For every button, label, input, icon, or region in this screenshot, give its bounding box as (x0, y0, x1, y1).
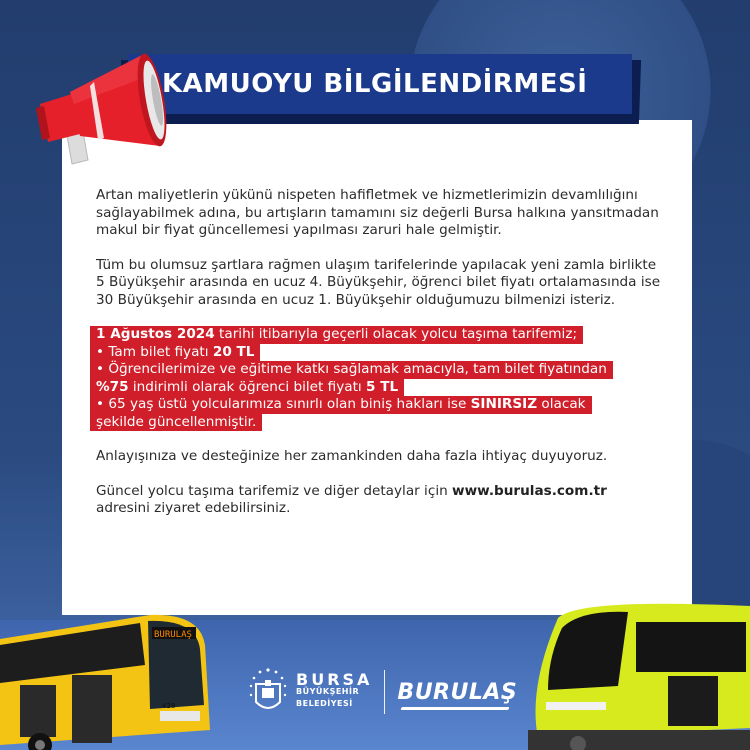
website-intro: Güncel yolcu taşıma tarifemiz ve diğer detaylar için (96, 482, 453, 499)
highlight-line-3: • Öğrencilerimize ve eğitime katkı sağlamak amacıyla, tam bilet fiyatından (90, 361, 613, 379)
megaphone-icon (26, 42, 176, 172)
highlight-text: olacak (537, 396, 586, 412)
highlight-line-4 (90, 379, 404, 397)
municipality-logo-text (296, 670, 373, 710)
bus-image (0, 605, 212, 750)
highlight-line-1 (90, 326, 583, 344)
paragraph-cost: Artan maliyetlerin yükünü nispeten hafifletmek ve hizmetlerimizin devamlılığını sağlayabilmek adına, bu artışların tamamını siz değerli Bursa halkına yansıtmadan makul bir fiyat güncellemesi yapılması zaruri hale gelmiştir. (96, 187, 659, 238)
page-title: KAMUOYU BİLGİLENDİRMESİ (162, 69, 588, 99)
effective-date: 1 Ağustos 2024 (96, 326, 215, 342)
paragraph-ranking: Tüm bu olumsuz şartlara rağmen ulaşım tarifelerinde yapılacak yeni zamla birlikte 5 Büyükşehir arasında en ucuz 4. Büyükşehir, öğrenci bilet fiyatı ortalamasında ise 30 Büyükşehir arasında en ucuz 1. Büyükşehir olduğumuzu bilmenizi isteriz. (96, 256, 661, 308)
discount-rate: %75 (96, 378, 129, 395)
title-banner (128, 54, 632, 114)
highlight-text: tarihi itibarıyla geçerli olacak yolcu taşıma tarifemiz; (214, 326, 578, 342)
highlight-line-2 (90, 344, 260, 362)
municipality-line2: BÜYÜKŞEHİR (296, 687, 360, 696)
announcement-body (96, 187, 666, 535)
highlight-line-5 (90, 396, 592, 414)
footer-logos (248, 662, 518, 722)
paragraph-thanks: Anlayışınıza ve desteğinize her zamankinden daha fazla ihtiyaç duyuyoruz. (96, 448, 608, 464)
bursa-emblem-icon (248, 666, 288, 718)
highlight-text: • Tam bilet fiyatı (96, 343, 213, 360)
bus-destination-sign: BURULAŞ (154, 630, 192, 640)
bus-number: 428 (162, 702, 176, 710)
logo-divider (384, 670, 385, 714)
municipality-name: BURSA (296, 670, 373, 689)
burulas-logo: BURULAŞ (397, 679, 518, 705)
tram-image (518, 598, 750, 750)
website-outro: adresini ziyaret edebilirsiniz. (96, 500, 291, 516)
unlimited-label: SINIRSIZ (470, 396, 538, 412)
tariff-highlight (90, 326, 666, 431)
full-ticket-price: 20 TL (212, 343, 255, 360)
municipality-line3: BELEDİYESİ (296, 699, 353, 708)
highlight-text: indirimli olarak öğrenci bilet fiyatı (128, 378, 367, 395)
website-link[interactable]: www.burulas.com.tr (452, 482, 607, 499)
student-ticket-price: 5 TL (366, 378, 399, 395)
highlight-text: • 65 yaş üstü yolcularımıza sınırlı olan biniş hakları ise (96, 396, 471, 412)
highlight-line-6: şekilde güncellenmiştir. (90, 414, 262, 432)
paragraph-website (96, 483, 666, 518)
